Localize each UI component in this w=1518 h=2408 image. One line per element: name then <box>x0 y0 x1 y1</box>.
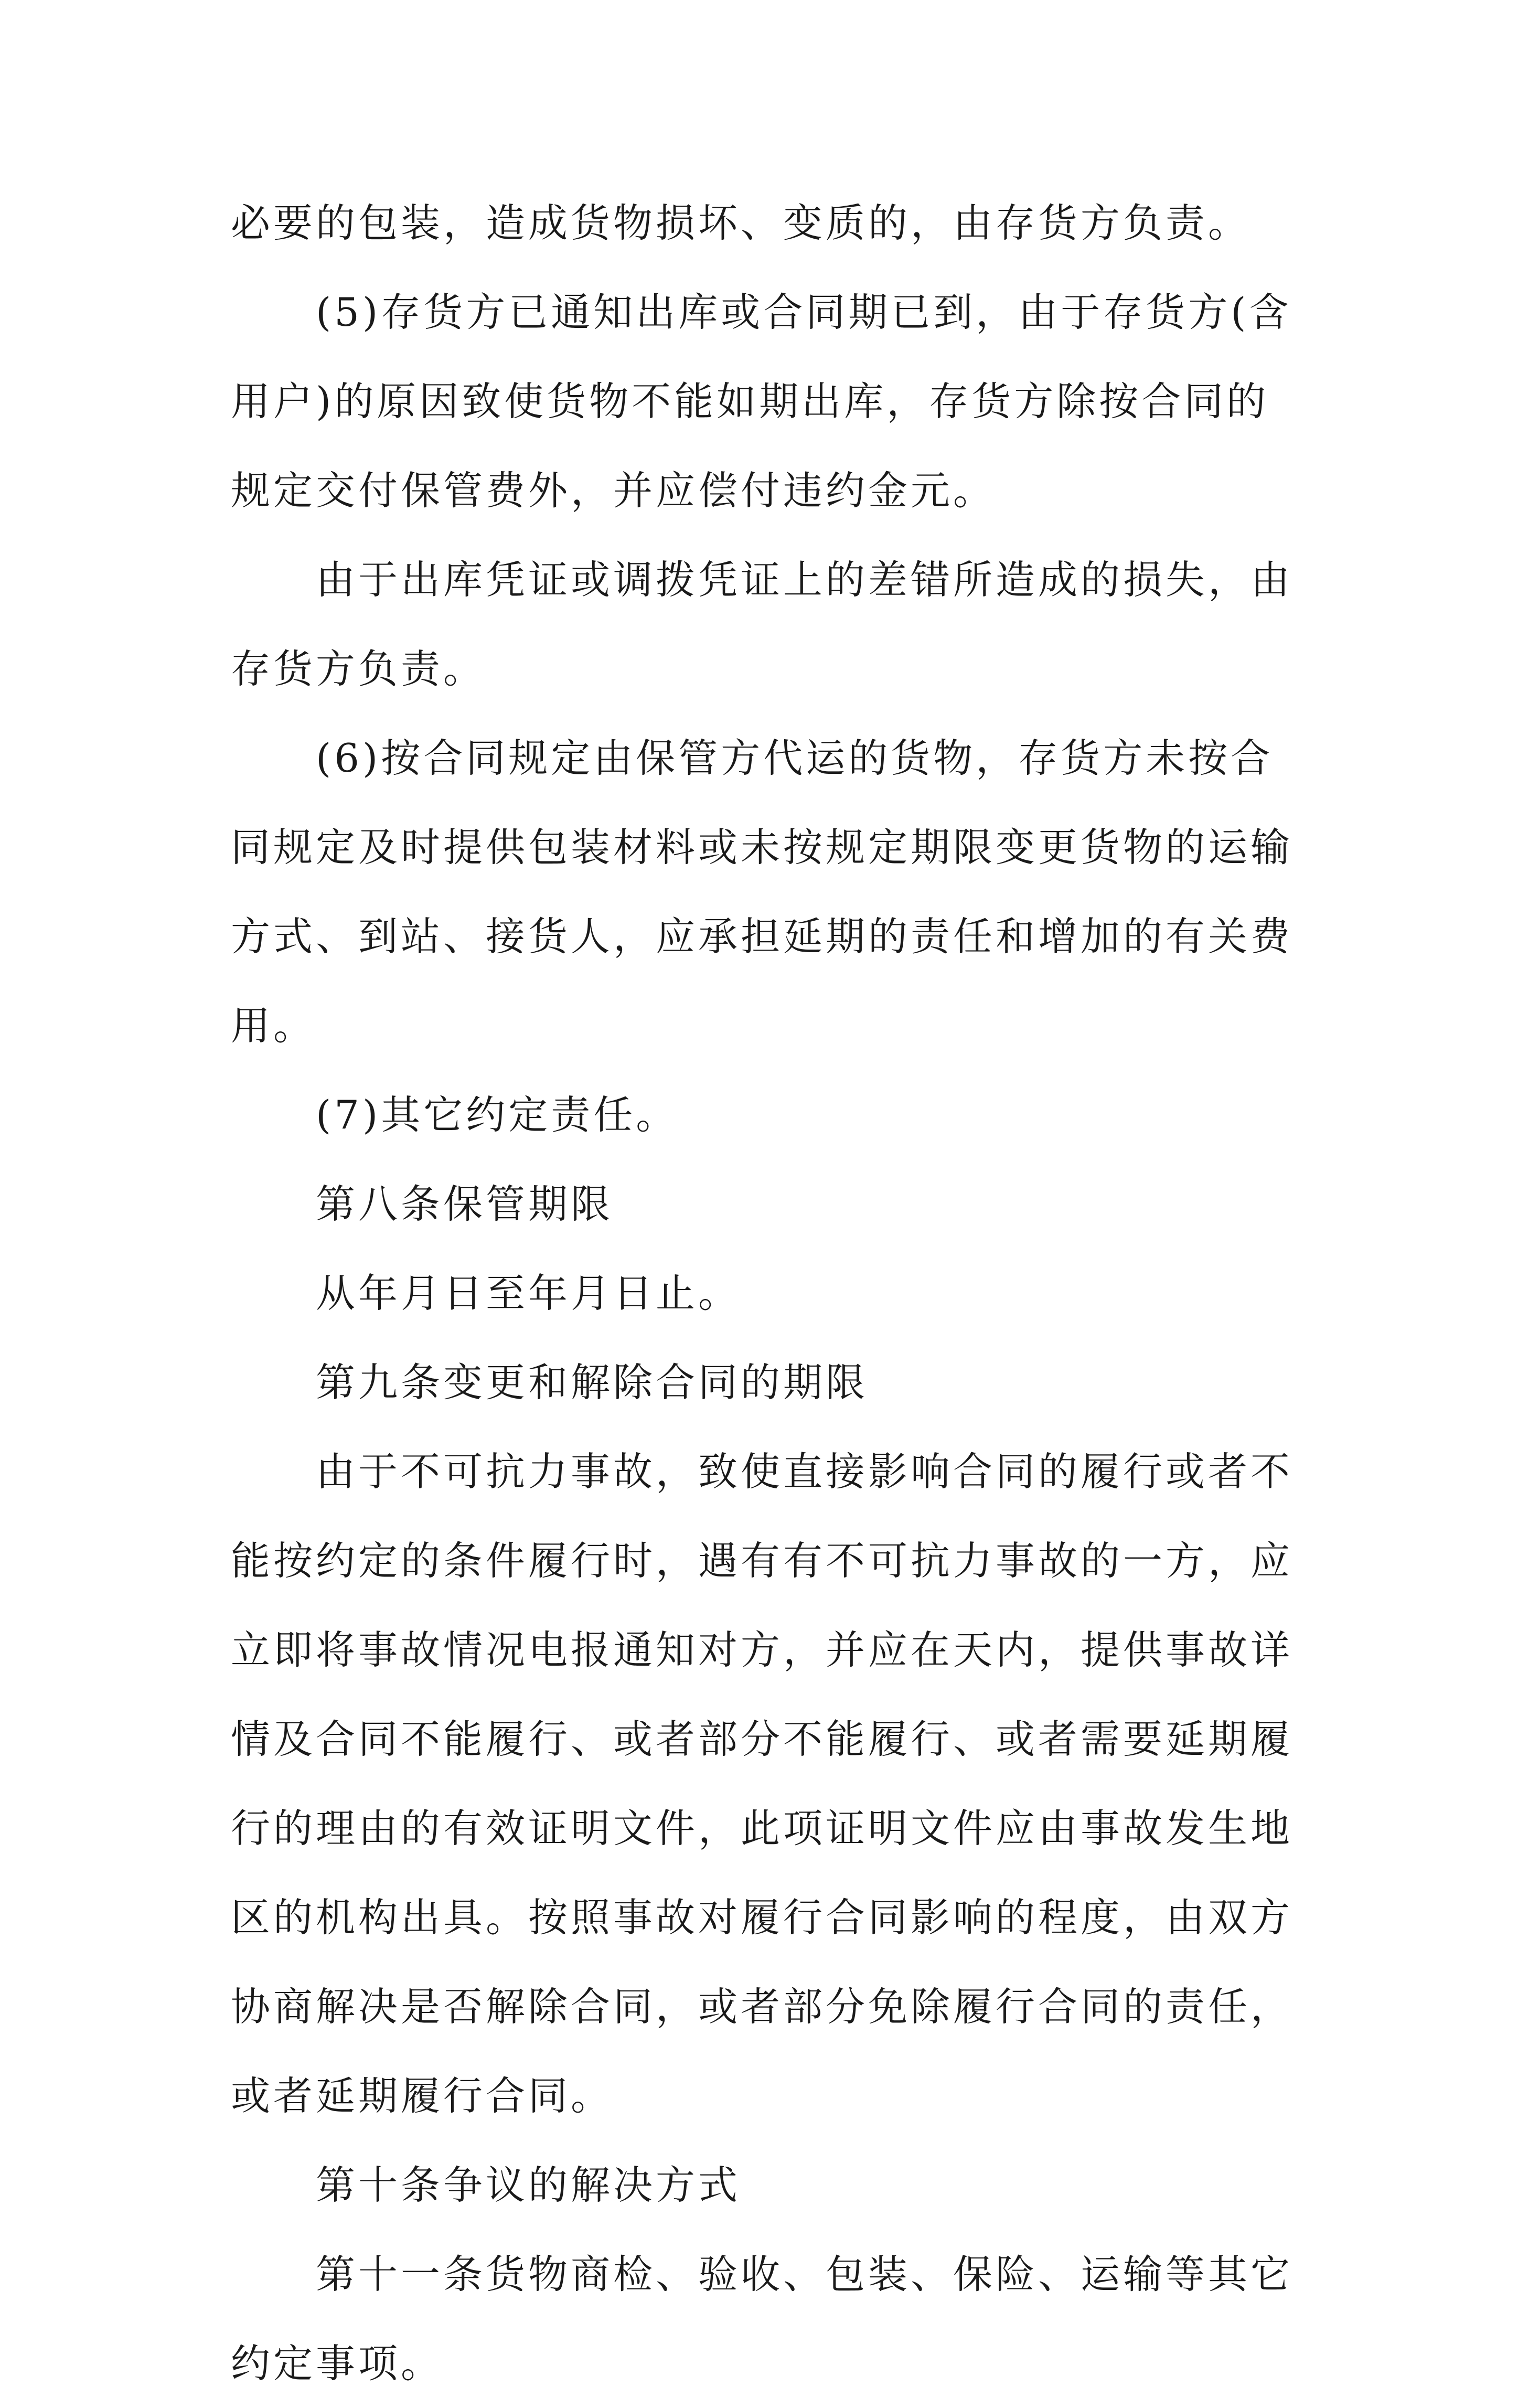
paragraph-clause-7: (7)其它约定责任。 <box>316 1092 679 1138</box>
paragraph-voucher-error: 由于出库凭证或调拨凭证上的差错所造成的损失，由存货方负责。 <box>231 557 1293 692</box>
paragraph-clause-6: (6)按合同规定由保管方代运的货物，存货方未按合同规定及时提供包装材料或未按规定期限变更货物的运输方式、到站、接货人，应承担延期的责任和增加的有关费用。 <box>231 735 1293 1049</box>
heading-article-11: 第十一条货物商检、验收、包装、保险、运输等其它约定事项。 <box>231 2251 1293 2386</box>
paragraph-continuation: 必要的包装，造成货物损坏、变质的，由存货方负责。 <box>231 200 1251 246</box>
paragraph-force-majeure: 由于不可抗力事故，致使直接影响合同的履行或者不能按约定的条件履行时，遇有有不可抗力事故的一方，应立即将事故情况电报通知对方，并应在天内，提供事故详情及合同不能履行、或者部分不能履行、或者需要延期履行的理由的有效证明文件，此项证明文件应由事故发生地区的机构出具。按照事故对履行合同影响的程度，由双方协商解决是否解除合同，或者部分免除履行合同的责任，或者延期履行合同。 <box>231 1448 1293 2119</box>
heading-article-8: 第八条保管期限 <box>316 1181 614 1227</box>
paragraph-period: 从年月日至年月日止。 <box>316 1270 741 1316</box>
heading-article-9: 第九条变更和解除合同的期限 <box>316 1359 869 1405</box>
heading-article-10: 第十条争议的解决方式 <box>316 2162 741 2208</box>
paragraph-clause-5: (5)存货方已通知出库或合同期已到，由于存货方(含用户)的原因致使货物不能如期出库，存货方除按合同的规定交付保管费外，并应偿付违约金元。 <box>231 289 1292 514</box>
document-body <box>231 178 1301 2408</box>
